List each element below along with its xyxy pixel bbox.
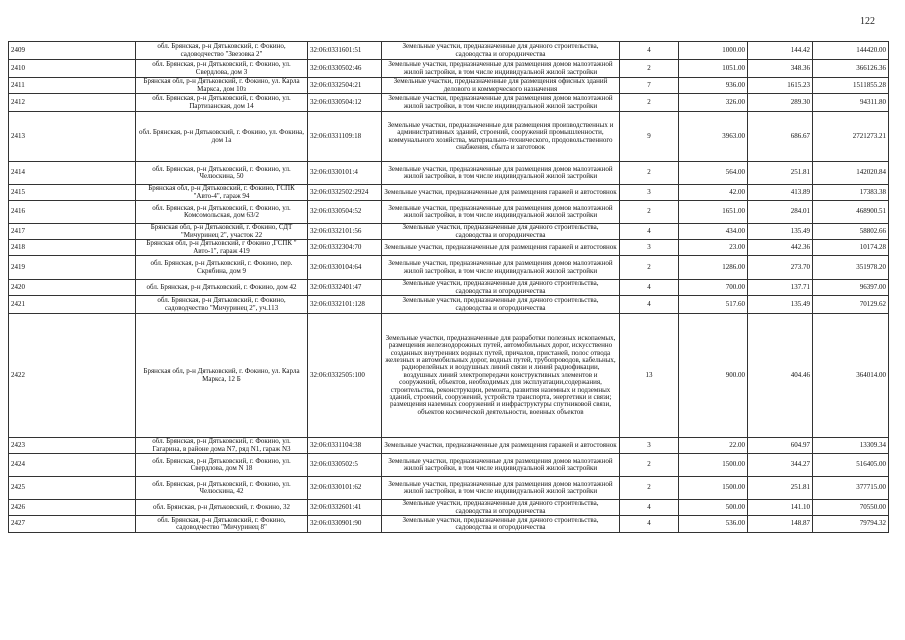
address-cell: обл. Брянская, р-н Дятьковский, г. Фокино, ул. Гагарина, в районе дома N7, ряд N1, гараж N3 bbox=[136, 438, 308, 454]
cadastral-value-cell: 17383.38 bbox=[813, 185, 889, 201]
row-number: 2410 bbox=[9, 60, 136, 78]
address-cell: обл. Брянская, р-н Дятьковский, г. Фокино, ул. Комсомольская, дом 63/2 bbox=[136, 201, 308, 224]
area-cell: 564.00 bbox=[679, 162, 748, 185]
table-row bbox=[9, 500, 889, 516]
purpose-group-cell: 9 bbox=[620, 112, 679, 162]
land-purpose-cell: Земельные участки, предназначенные для размещения домов малоэтажной жилой застройки, в том числе индивидуальной жилой застройки bbox=[382, 256, 620, 280]
address-cell: обл. Брянская, р-н Дятьковский, г. Фокино, садоводчество "Мичуринец 8" bbox=[136, 516, 308, 533]
cadastral-number-cell: 32:06:0330504:52 bbox=[308, 201, 382, 224]
land-purpose-cell: Земельные участки, предназначенные для размещения домов малоэтажной жилой застройки, в том числе индивидуальной жилой застройки bbox=[382, 454, 620, 477]
purpose-group-cell: 2 bbox=[620, 454, 679, 477]
specific-value-cell: 284.01 bbox=[748, 201, 813, 224]
land-purpose-cell: Земельные участки, предназначенные для размещения гаражей и автостоянок bbox=[382, 240, 620, 256]
specific-value-cell: 413.89 bbox=[748, 185, 813, 201]
row-number: 2412 bbox=[9, 94, 136, 112]
area-cell: 700.00 bbox=[679, 280, 748, 296]
table-row bbox=[9, 60, 889, 78]
row-number: 2413 bbox=[9, 112, 136, 162]
specific-value-cell: 137.71 bbox=[748, 280, 813, 296]
land-purpose-cell: Земельные участки, предназначенные для разработки полезных ископаемых, размещения железнодорожных путей, автомобильных дорог, искусственно созданных внутренних водных путей, причалов, пристаней, полос отвода железных и автомобильных дорог, водных путей, трубопроводов, кабельных, радиорелейных и воздушных линий связи и линий радиофикации, воздушных линий электропередачи конструктивных элементов и сооружений, объектов, необходимых для эксплуатации,содержания, строительства, реконструкции, ремонта, развития наземных и подземных зданий, строений, сооружений, устройств транспорта, энергетики и связи; размещения наземных сооружений и инфраструктуры спутниковой связи, объектов космической деятельности, военных объектов bbox=[382, 314, 620, 438]
address-cell: обл. Брянская, р-н Дятьковский, г. Фокино, ул. Свердлова, дом N 18 bbox=[136, 454, 308, 477]
address-cell: обл. Брянская, р-н Дятьковский, г. Фокино, ул. Челюскина, 50 bbox=[136, 162, 308, 185]
land-purpose-cell: Земельные участки, предназначенные для размещения гаражей и автостоянок bbox=[382, 185, 620, 201]
cadastral-number-cell: 32:06:0331601:51 bbox=[308, 42, 382, 60]
cadastral-number-cell: 32:06:0332504:21 bbox=[308, 78, 382, 94]
specific-value-cell: 1615.23 bbox=[748, 78, 813, 94]
purpose-group-cell: 4 bbox=[620, 42, 679, 60]
cadastral-number-cell: 32:06:0330504:12 bbox=[308, 94, 382, 112]
table-row bbox=[9, 438, 889, 454]
land-purpose-cell: Земельные участки, предназначенные для размещения домов малоэтажной жилой застройки, в том числе индивидуальной жилой застройки bbox=[382, 477, 620, 500]
cadastral-value-cell: 468900.51 bbox=[813, 201, 889, 224]
purpose-group-cell: 7 bbox=[620, 78, 679, 94]
land-registry-table bbox=[8, 41, 889, 533]
land-purpose-cell: Земельные участки, предназначенные для размещения производственных и административных зданий, строений, сооружений промышленности, коммунального хозяйства, материально-технического, продовольственного снабжения, сбыта и заготовок bbox=[382, 112, 620, 162]
table-row bbox=[9, 296, 889, 314]
area-cell: 3963.00 bbox=[679, 112, 748, 162]
page-number: 122 bbox=[860, 16, 875, 27]
address-cell: Брянская обл, р-н Дятьковский, г. Фокино, ул. Карла Маркса, дом 10з bbox=[136, 78, 308, 94]
row-number: 2414 bbox=[9, 162, 136, 185]
land-purpose-cell: Земельные участки, предназначенные для размещения домов малоэтажной жилой застройки, в том числе индивидуальной жилой застройки bbox=[382, 94, 620, 112]
address-cell: обл. Брянская, р-н Дятьковский, г. Фокино, ул. Партизанская, дом 14 bbox=[136, 94, 308, 112]
cadastral-number-cell: 32:06:0332505:100 bbox=[308, 314, 382, 438]
land-purpose-cell: Земельные участки, предназначенные для размещения офисных зданий делового и коммерческого назначения bbox=[382, 78, 620, 94]
purpose-group-cell: 4 bbox=[620, 224, 679, 240]
area-cell: 22.00 bbox=[679, 438, 748, 454]
purpose-group-cell: 2 bbox=[620, 60, 679, 78]
land-purpose-cell: Земельные участки, предназначенные для размещения домов малоэтажной жилой застройки, в том числе индивидуальной жилой застройки bbox=[382, 201, 620, 224]
table-row bbox=[9, 112, 889, 162]
purpose-group-cell: 2 bbox=[620, 162, 679, 185]
table-row bbox=[9, 314, 889, 438]
address-cell: Брянская обл, р-н Дятьковский, г. Фокино, ул. Карла Маркса, 12 Б bbox=[136, 314, 308, 438]
specific-value-cell: 404.46 bbox=[748, 314, 813, 438]
row-number: 2422 bbox=[9, 314, 136, 438]
row-number: 2418 bbox=[9, 240, 136, 256]
table-row bbox=[9, 516, 889, 533]
table-row bbox=[9, 201, 889, 224]
address-cell: обл. Брянская, р-н Дятьковский, г. Фокино, ул. Фокина, дом 1а bbox=[136, 112, 308, 162]
address-cell: обл. Брянская, р-н Дятьковский, г. Фокино, 32 bbox=[136, 500, 308, 516]
specific-value-cell: 144.42 bbox=[748, 42, 813, 60]
cadastral-value-cell: 364014.00 bbox=[813, 314, 889, 438]
land-purpose-cell: Земельные участки, предназначенные для дачного строительства, садоводства и огородничества bbox=[382, 516, 620, 533]
address-cell: обл. Брянская, р-н Дятьковский, г. Фокино, садоводчество "Мичуринец 2", уч.113 bbox=[136, 296, 308, 314]
area-cell: 536.00 bbox=[679, 516, 748, 533]
address-cell: обл. Брянская, р-н Дятьковский, г. Фокино, садоводчество "Звезовка 2" bbox=[136, 42, 308, 60]
address-cell: обл. Брянская, р-н Дятьковский, г. Фокино, дом 42 bbox=[136, 280, 308, 296]
specific-value-cell: 148.87 bbox=[748, 516, 813, 533]
address-cell: обл. Брянская, р-н Дятьковский, г. Фокино, ул. Челюскина, 42 bbox=[136, 477, 308, 500]
row-number: 2421 bbox=[9, 296, 136, 314]
cadastral-value-cell: 70129.62 bbox=[813, 296, 889, 314]
land-purpose-cell: Земельные участки, предназначенные для дачного строительства, садоводства и огородничества bbox=[382, 296, 620, 314]
row-number: 2425 bbox=[9, 477, 136, 500]
land-purpose-cell: Земельные участки, предназначенные для размещения домов малоэтажной жилой застройки, в том числе индивидуальной жилой застройки bbox=[382, 162, 620, 185]
cadastral-number-cell: 32:06:0330104:64 bbox=[308, 256, 382, 280]
area-cell: 326.00 bbox=[679, 94, 748, 112]
row-number: 2427 bbox=[9, 516, 136, 533]
cadastral-value-cell: 10174.28 bbox=[813, 240, 889, 256]
area-cell: 1000.00 bbox=[679, 42, 748, 60]
table-row bbox=[9, 162, 889, 185]
cadastral-number-cell: 32:06:0330901:90 bbox=[308, 516, 382, 533]
land-purpose-cell: Земельные участки, предназначенные для размещения домов малоэтажной жилой застройки, в том числе индивидуальной жилой застройки bbox=[382, 60, 620, 78]
cadastral-value-cell: 142020.84 bbox=[813, 162, 889, 185]
address-cell: обл. Брянская, р-н Дятьковский, г. Фокино, ул. Свердлова, дом 3 bbox=[136, 60, 308, 78]
table-row bbox=[9, 42, 889, 60]
row-number: 2411 bbox=[9, 78, 136, 94]
purpose-group-cell: 3 bbox=[620, 185, 679, 201]
area-cell: 42.00 bbox=[679, 185, 748, 201]
cadastral-number-cell: 32:06:0332101:128 bbox=[308, 296, 382, 314]
row-number: 2409 bbox=[9, 42, 136, 60]
cadastral-number-cell: 32:06:0332601:41 bbox=[308, 500, 382, 516]
specific-value-cell: 442.36 bbox=[748, 240, 813, 256]
area-cell: 900.00 bbox=[679, 314, 748, 438]
cadastral-number-cell: 32:06:0332101:56 bbox=[308, 224, 382, 240]
cadastral-value-cell: 79794.32 bbox=[813, 516, 889, 533]
specific-value-cell: 348.36 bbox=[748, 60, 813, 78]
table-row bbox=[9, 280, 889, 296]
registry-body bbox=[9, 42, 889, 533]
cadastral-number-cell: 32:06:0330502:5 bbox=[308, 454, 382, 477]
purpose-group-cell: 13 bbox=[620, 314, 679, 438]
row-number: 2416 bbox=[9, 201, 136, 224]
row-number: 2415 bbox=[9, 185, 136, 201]
cadastral-number-cell: 32:06:0330101:4 bbox=[308, 162, 382, 185]
address-cell: обл. Брянская, р-н Дятьковский, г. Фокино, пер. Скрябина, дом 9 bbox=[136, 256, 308, 280]
area-cell: 500.00 bbox=[679, 500, 748, 516]
table-row bbox=[9, 94, 889, 112]
row-number: 2423 bbox=[9, 438, 136, 454]
cadastral-number-cell: 32:06:0330502:46 bbox=[308, 60, 382, 78]
table-row bbox=[9, 240, 889, 256]
land-purpose-cell: Земельные участки, предназначенные для дачного строительства, садоводства и огородничества bbox=[382, 42, 620, 60]
table-row bbox=[9, 78, 889, 94]
address-cell: Брянская обл, р-н Дятьковский, г. Фокино, СДТ "Мичуринец 2", участок 22 bbox=[136, 224, 308, 240]
cadastral-number-cell: 32:06:0332502:2924 bbox=[308, 185, 382, 201]
cadastral-value-cell: 377715.00 bbox=[813, 477, 889, 500]
cadastral-number-cell: 32:06:0332401:47 bbox=[308, 280, 382, 296]
purpose-group-cell: 2 bbox=[620, 256, 679, 280]
area-cell: 434.00 bbox=[679, 224, 748, 240]
cadastral-number-cell: 32:06:0332304:70 bbox=[308, 240, 382, 256]
cadastral-value-cell: 516405.00 bbox=[813, 454, 889, 477]
row-number: 2417 bbox=[9, 224, 136, 240]
specific-value-cell: 135.49 bbox=[748, 296, 813, 314]
area-cell: 936.00 bbox=[679, 78, 748, 94]
specific-value-cell: 251.81 bbox=[748, 477, 813, 500]
specific-value-cell: 604.97 bbox=[748, 438, 813, 454]
purpose-group-cell: 4 bbox=[620, 516, 679, 533]
table-row bbox=[9, 185, 889, 201]
cadastral-value-cell: 94311.80 bbox=[813, 94, 889, 112]
cadastral-value-cell: 366126.36 bbox=[813, 60, 889, 78]
land-purpose-cell: Земельные участки, предназначенные для размещения гаражей и автостоянок bbox=[382, 438, 620, 454]
specific-value-cell: 251.81 bbox=[748, 162, 813, 185]
address-cell: Брянская обл, р-н Дятьковский, г Фокино ,ГСПК " Авто-1", гараж 419 bbox=[136, 240, 308, 256]
area-cell: 1500.00 bbox=[679, 454, 748, 477]
area-cell: 517.60 bbox=[679, 296, 748, 314]
land-purpose-cell: Земельные участки, предназначенные для дачного строительства, садоводства и огородничества bbox=[382, 224, 620, 240]
purpose-group-cell: 2 bbox=[620, 201, 679, 224]
purpose-group-cell: 4 bbox=[620, 500, 679, 516]
row-number: 2420 bbox=[9, 280, 136, 296]
land-purpose-cell: Земельные участки, предназначенные для дачного строительства, садоводства и огородничества bbox=[382, 500, 620, 516]
cadastral-value-cell: 351978.20 bbox=[813, 256, 889, 280]
specific-value-cell: 344.27 bbox=[748, 454, 813, 477]
table-row bbox=[9, 256, 889, 280]
row-number: 2424 bbox=[9, 454, 136, 477]
specific-value-cell: 135.49 bbox=[748, 224, 813, 240]
cadastral-value-cell: 96397.00 bbox=[813, 280, 889, 296]
cadastral-value-cell: 58802.66 bbox=[813, 224, 889, 240]
address-cell: Брянская обл, р-н Дятьковский, г. Фокино, ГСПК "Авто-4", гараж 94 bbox=[136, 185, 308, 201]
cadastral-value-cell: 144420.00 bbox=[813, 42, 889, 60]
specific-value-cell: 686.67 bbox=[748, 112, 813, 162]
purpose-group-cell: 4 bbox=[620, 296, 679, 314]
specific-value-cell: 273.70 bbox=[748, 256, 813, 280]
table-row bbox=[9, 454, 889, 477]
row-number: 2426 bbox=[9, 500, 136, 516]
purpose-group-cell: 2 bbox=[620, 477, 679, 500]
table-row bbox=[9, 224, 889, 240]
purpose-group-cell: 3 bbox=[620, 438, 679, 454]
table-row bbox=[9, 477, 889, 500]
specific-value-cell: 141.10 bbox=[748, 500, 813, 516]
area-cell: 1500.00 bbox=[679, 477, 748, 500]
cadastral-value-cell: 1511855.28 bbox=[813, 78, 889, 94]
area-cell: 1286.00 bbox=[679, 256, 748, 280]
area-cell: 1051.00 bbox=[679, 60, 748, 78]
specific-value-cell: 289.30 bbox=[748, 94, 813, 112]
cadastral-value-cell: 13309.34 bbox=[813, 438, 889, 454]
cadastral-number-cell: 32:06:0331104:38 bbox=[308, 438, 382, 454]
purpose-group-cell: 4 bbox=[620, 280, 679, 296]
purpose-group-cell: 2 bbox=[620, 94, 679, 112]
cadastral-number-cell: 32:06:0330101:62 bbox=[308, 477, 382, 500]
land-purpose-cell: Земельные участки, предназначенные для дачного строительства, садоводства и огородничества bbox=[382, 280, 620, 296]
area-cell: 23.00 bbox=[679, 240, 748, 256]
cadastral-value-cell: 2721273.21 bbox=[813, 112, 889, 162]
cadastral-number-cell: 32:06:0331109:18 bbox=[308, 112, 382, 162]
area-cell: 1651.00 bbox=[679, 201, 748, 224]
cadastral-value-cell: 70550.00 bbox=[813, 500, 889, 516]
row-number: 2419 bbox=[9, 256, 136, 280]
purpose-group-cell: 3 bbox=[620, 240, 679, 256]
